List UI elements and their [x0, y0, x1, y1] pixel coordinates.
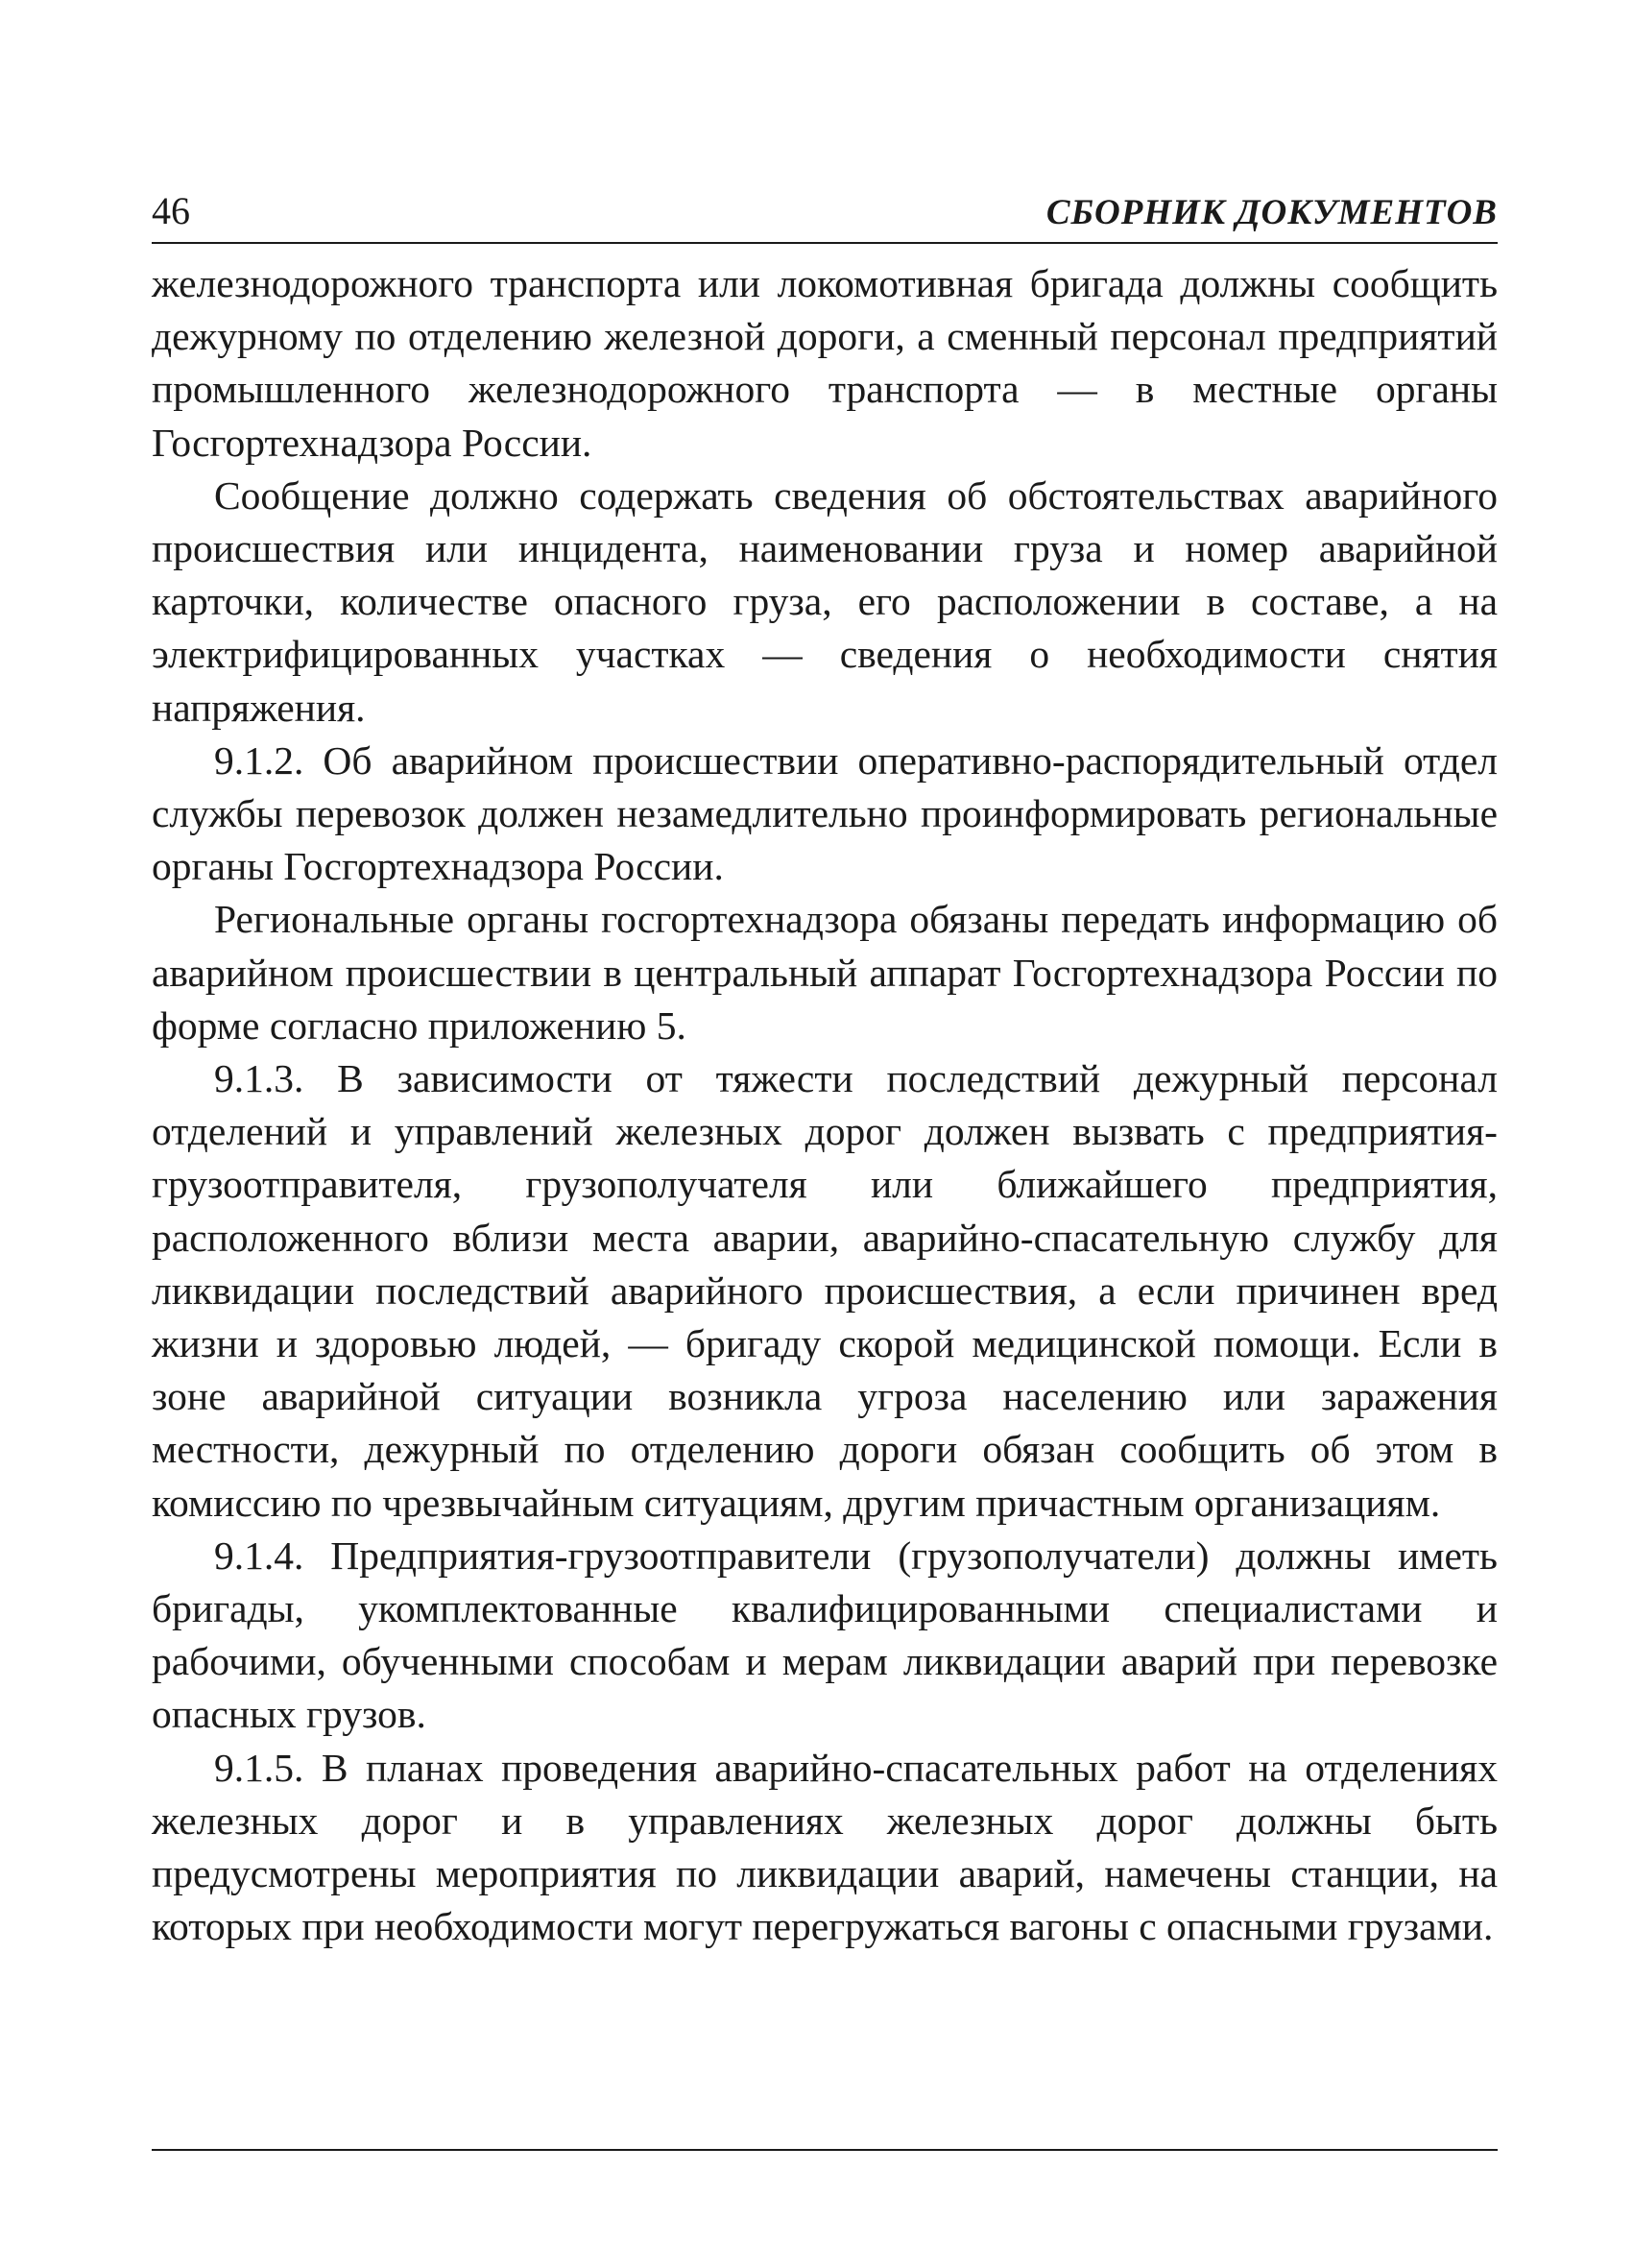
running-title: СБОРНИК ДОКУМЕНТОВ [1045, 193, 1498, 232]
document-page [152, 188, 1498, 1954]
bottom-rule [152, 2149, 1498, 2151]
paragraph: Региональные органы госгортехнадзора обязаны передать информацию об аварийном происшествии в центральный аппарат Госгортехнадзора России по форме согласно приложению 5. [152, 897, 1498, 1048]
page-header [152, 188, 1498, 244]
paragraph: железнодорожного транспорта или локомотивная бригада должны сообщить дежурному по отделению железной дороги, а сменный персонал предприятий промышленного железнодорожного транспорта — в местные органы Госгортехнадзора России. [152, 261, 1498, 465]
paragraph-9-1-5: 9.1.5. В планах проведения аварийно-спасательных работ на отделениях железных дорог и в управлениях железных дорог должны быть предусмотрены мероприятия по ликвидации аварий, намечены станции, на которых при необходимости могут перегружаться вагоны с опасными грузами. [152, 1745, 1498, 1949]
paragraph-9-1-3: 9.1.3. В зависимости от тяжести последствий дежурный персонал отделений и управлений железных дорог должен вызвать с предприятия-грузоотправителя, грузополучателя или ближайшего предприятия, расположенного вблизи места аварии, аварийно-спасательную службу для ликвидации последствий аварийного происшествия, а если причинен вред жизни и здоровью людей, — бригаду скорой медицинской помощи. Если в зоне аварийной ситуации возникла угроза населению или заражения местности, дежурный по отделению дороги обязан сообщить об этом в комиссию по чрезвычайным ситуациям, другим причастным организациям. [152, 1056, 1498, 1525]
page-number: 46 [152, 189, 190, 232]
body-text [152, 257, 1498, 1954]
paragraph: Сообщение должно содержать сведения об обстоятельствах аварийного происшествия или инцидента, наименовании груза и номер аварийной карточки, количестве опасного груза, его расположении в составе, а на электрифицированных участках — сведения о необходимости снятия напряжения. [152, 472, 1498, 730]
paragraph-9-1-4: 9.1.4. Предприятия-грузоотправители (грузополучатели) должны иметь бригады, укомплектованные квалифицированными специалистами и рабочими, обученными способам и мерам ликвидации аварий при перевозке опасных грузов. [152, 1532, 1498, 1737]
paragraph-9-1-2: 9.1.2. Об аварийном происшествии оперативно-распорядительный отдел службы перевозок должен незамедлительно проинформировать региональные органы Госгортехнадзора России. [152, 737, 1498, 889]
